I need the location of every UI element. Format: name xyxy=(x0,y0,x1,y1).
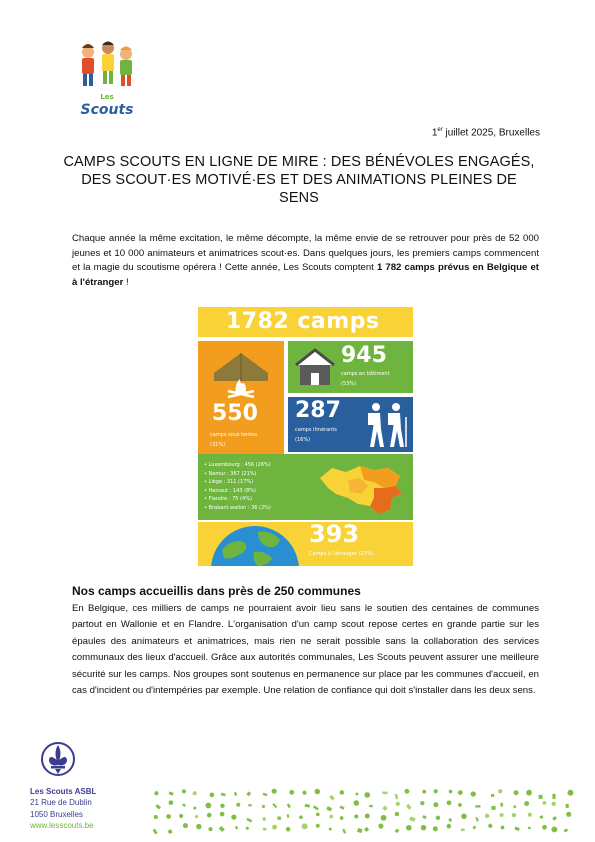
decor-dot xyxy=(305,804,310,807)
decor-dot xyxy=(498,789,502,793)
decor-dot xyxy=(369,805,373,808)
decor-dot xyxy=(153,829,158,834)
footer-website-link[interactable]: www.lesscouts.be xyxy=(30,821,94,831)
section-paragraph: En Belgique, ces milliers de camps ne pourraient avoir lieu sans le soutien des centaines de communes partout en Wallonie et en Flandre. L'organisation d'un camp scout repose certes en grande partie sur les épaules des animateurs et animatrices, mais rien ne serait possible sans la collaboration des services communaux des lieux d'accueil. Grâce aux autorités communales, Les Scouts peuvent assurer une meilleure sécurité sur les camps. Nos groupes sont soutenus en permanence sur place par les communes d'accueil, en cas d'incident ou d'intempéries par exemple. Une relation de confiance qui doit s'installer dans les deux sens. xyxy=(72,603,539,697)
decor-dot xyxy=(395,828,400,833)
intro-highlight: 1 782 camps prévus en Belgique et à l'étranger xyxy=(72,262,539,288)
svg-text:Les: Les xyxy=(100,93,114,101)
decor-dot xyxy=(287,814,289,817)
provinces-list xyxy=(204,461,271,513)
buildings-block xyxy=(288,341,413,393)
decor-dot xyxy=(357,828,362,833)
total-camps-value: 1782 camps xyxy=(226,309,380,334)
globe-icon xyxy=(210,524,300,566)
decor-dot xyxy=(422,815,426,819)
decor-dot xyxy=(169,800,174,805)
total-camps-banner xyxy=(198,307,413,337)
decor-dot xyxy=(155,804,161,809)
decor-dot xyxy=(326,806,332,811)
footer-org: Les Scouts ASBL xyxy=(30,787,97,796)
decor-dot xyxy=(475,817,478,822)
section-title: Nos camps accueillis dans près de 250 communes xyxy=(72,584,361,598)
decor-dot xyxy=(235,826,238,830)
belgium-map-icon xyxy=(318,458,408,518)
decor-dot xyxy=(221,793,226,797)
itinerant-value: 287 xyxy=(295,398,341,423)
decor-dot xyxy=(395,794,399,800)
decor-dot xyxy=(205,803,211,809)
decor-dot xyxy=(447,800,452,805)
decor-dot xyxy=(461,813,467,819)
decor-dot xyxy=(551,826,557,832)
decor-dot xyxy=(355,792,359,796)
intro-paragraph: Chaque année la même excitation, le même décompte, la même envie de se retrouver pour près de 52 000 jeunes et 10 000 animateurs et animatrices scout·es. Dans quelques jours, les premiers camps commencent et la magie du scoutisme opérera ! Cette année, Les Scouts comptent 1 782 camps prévus en Belgique et à l'étranger ! xyxy=(72,233,539,288)
decor-dot xyxy=(449,790,453,794)
decor-dot xyxy=(287,803,291,808)
decor-dot xyxy=(154,791,158,795)
decor-dot xyxy=(382,806,387,811)
decor-dot xyxy=(475,805,480,807)
decor-dot xyxy=(340,790,345,795)
decor-dot xyxy=(193,791,197,795)
decor-dot xyxy=(248,804,252,806)
decor-dot xyxy=(543,801,547,805)
decor-dot xyxy=(365,814,370,819)
decor-dot xyxy=(540,815,544,818)
decor-dot xyxy=(231,815,236,820)
decor-dot xyxy=(210,793,215,798)
decor-dot xyxy=(193,806,196,809)
decor-dot xyxy=(354,814,358,818)
decor-dot xyxy=(514,826,519,831)
province-item: • Brabant wallon : 36 (2%) xyxy=(204,504,271,513)
province-item: • Liège : 311 (17%) xyxy=(204,478,271,487)
decor-dot xyxy=(473,826,477,830)
decorative-dots-pattern xyxy=(148,786,578,834)
footer-street: 21 Rue de Dublin xyxy=(30,798,92,808)
province-item: • Luxembourg : 456 (26%) xyxy=(204,461,271,470)
decor-dot xyxy=(552,802,556,806)
decor-dot xyxy=(378,823,383,828)
decor-dot xyxy=(538,795,543,799)
decor-dot xyxy=(313,805,319,810)
abroad-value: 393 xyxy=(309,520,360,548)
decor-dot xyxy=(272,803,277,808)
decor-dot xyxy=(179,814,183,818)
decor-dot xyxy=(364,792,370,798)
decor-dot xyxy=(513,805,516,808)
decor-dot xyxy=(458,803,462,807)
decor-dot xyxy=(354,800,360,806)
provinces-block xyxy=(198,454,413,520)
decor-dot xyxy=(246,791,251,796)
decor-dot xyxy=(422,790,426,794)
decor-dot xyxy=(514,790,519,795)
decor-dot xyxy=(471,791,476,796)
decor-dot xyxy=(501,826,505,830)
province-item: • Hainaut : 143 (8%) xyxy=(204,487,271,496)
decor-dot xyxy=(169,791,174,795)
decor-dot xyxy=(491,794,495,797)
decor-dot xyxy=(406,804,412,810)
decor-dot xyxy=(208,827,212,831)
decor-dot xyxy=(272,825,277,830)
decor-dot xyxy=(246,818,252,823)
decor-dot xyxy=(485,814,490,819)
decor-dot xyxy=(382,792,387,795)
decor-dot xyxy=(219,826,225,832)
decor-dot xyxy=(182,803,186,807)
decor-dot xyxy=(263,828,267,831)
decor-dot xyxy=(526,790,532,796)
decor-dot xyxy=(289,790,294,795)
decor-dot xyxy=(207,813,212,818)
decor-dot xyxy=(552,794,555,799)
decor-dot xyxy=(448,818,452,822)
decor-dot xyxy=(404,789,409,794)
decor-dot xyxy=(262,817,266,821)
decor-dot xyxy=(528,813,532,817)
decor-dot xyxy=(302,823,308,829)
decor-dot xyxy=(272,789,277,794)
province-item: • Flandre : 75 (4%) xyxy=(204,495,271,504)
decor-dot xyxy=(566,812,571,817)
decor-dot xyxy=(406,825,412,831)
decor-dot xyxy=(195,815,199,819)
decor-dot xyxy=(436,816,440,820)
house-icon xyxy=(294,347,336,387)
decor-dot xyxy=(420,801,424,805)
itinerant-label: camps itinérants (16%) xyxy=(295,427,337,443)
decor-dot xyxy=(500,813,504,817)
abroad-block xyxy=(198,522,413,566)
decor-dot xyxy=(458,790,463,795)
decor-dot xyxy=(340,816,344,820)
decor-dot xyxy=(340,805,345,809)
document-date: 1er juillet 2025, Bruxelles xyxy=(431,127,540,139)
decor-dot xyxy=(491,806,495,810)
tents-block xyxy=(198,341,284,458)
decor-dot xyxy=(567,790,573,796)
decor-dot xyxy=(245,826,249,830)
decor-dot xyxy=(409,816,415,821)
decor-dot xyxy=(342,829,346,834)
decor-dot xyxy=(447,824,452,829)
decor-dot xyxy=(433,826,438,831)
decor-dot xyxy=(262,805,266,809)
decor-dot xyxy=(461,828,465,831)
decor-dot xyxy=(421,825,426,830)
decor-dot xyxy=(542,825,547,830)
footer-address xyxy=(30,786,96,832)
decor-dot xyxy=(552,816,557,821)
decor-dot xyxy=(299,815,304,820)
decor-dot xyxy=(512,813,516,817)
decor-dot xyxy=(263,793,268,797)
decor-dot xyxy=(154,815,158,819)
decor-dot xyxy=(564,828,569,832)
decor-dot xyxy=(329,795,335,801)
buildings-label: camps en bâtiment (53%) xyxy=(341,371,390,387)
svg-text:Scouts: Scouts xyxy=(80,102,134,118)
camps-infographic xyxy=(198,307,413,566)
footer-city: 1050 Bruxelles xyxy=(30,809,83,819)
decor-dot xyxy=(220,812,225,817)
hikers-icon xyxy=(364,401,410,449)
decor-dot xyxy=(381,815,387,821)
decor-dot xyxy=(182,789,186,793)
decor-dot xyxy=(433,802,438,807)
decor-dot xyxy=(524,801,529,806)
decor-dot xyxy=(315,789,320,794)
decor-dot xyxy=(396,802,400,806)
tent-campfire-icon xyxy=(210,347,272,399)
decor-dot xyxy=(234,792,237,796)
decor-dot xyxy=(328,827,332,831)
decor-dot xyxy=(329,815,333,819)
decor-dot xyxy=(168,829,173,834)
scout-lily-icon xyxy=(41,739,75,779)
decor-dot xyxy=(316,824,320,828)
tents-label: camps sous tentes (31%) xyxy=(210,432,257,448)
buildings-value: 945 xyxy=(341,343,387,368)
decor-dot xyxy=(395,812,399,816)
decor-dot xyxy=(196,824,201,829)
decor-dot xyxy=(316,813,320,817)
decor-dot xyxy=(236,803,240,807)
decor-dot xyxy=(277,816,281,820)
itinerant-block xyxy=(288,397,413,452)
decor-dot xyxy=(183,823,188,828)
decor-dot xyxy=(528,827,531,830)
province-item: • Namur : 367 (21%) xyxy=(204,470,271,479)
decor-dot xyxy=(220,804,224,808)
decor-dot xyxy=(286,827,291,832)
tents-value: 550 xyxy=(212,401,258,426)
decor-dot xyxy=(166,814,171,819)
decor-dot xyxy=(302,791,306,795)
scouts-logo xyxy=(74,38,140,118)
document-title: CAMPS SCOUTS EN LIGNE DE MIRE : DES BÉNÉVOLES ENGAGÉS, DES SCOUT·ES MOTIVÉ·ES ET DES ANIMATIONS PLEINES DE SENS xyxy=(63,154,535,206)
decor-dot xyxy=(488,824,492,828)
decor-dot xyxy=(500,803,503,807)
decor-dot xyxy=(565,804,569,808)
decor-dot xyxy=(364,827,369,832)
decor-dot xyxy=(434,789,438,793)
abroad-label: Camps à l'étranger (22%) xyxy=(309,551,374,557)
